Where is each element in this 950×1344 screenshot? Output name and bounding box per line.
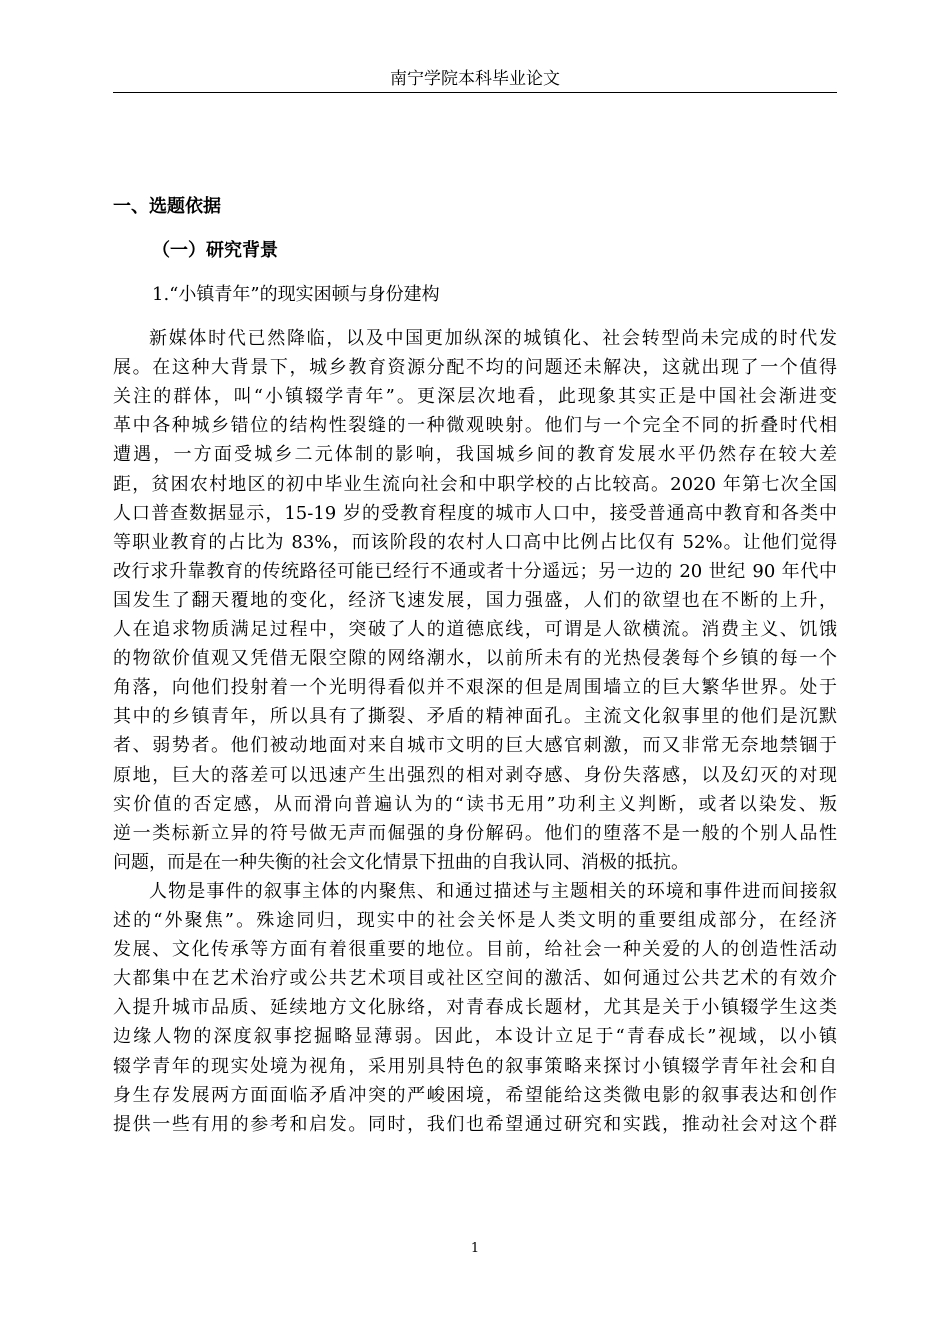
section-heading: 一、选题依据 bbox=[113, 196, 221, 217]
page-header bbox=[113, 68, 837, 93]
sub-subsection-heading: 1.“小镇青年”的现实困顿与身份建构 bbox=[152, 284, 440, 305]
paragraph-line: 其中的乡镇青年，所以具有了撕裂、矛盾的精神面孔。主流文化叙事里的他们是沉默 bbox=[113, 706, 837, 728]
paragraph-line: 者、弱势者。他们被动地面对来自城市文明的巨大感官刺激，而又非常无奈地禁锢于 bbox=[113, 735, 837, 757]
paragraph-line: 距，贫困农村地区的初中毕业生流向社会和中职学校的占比较高。2020 年第七次全国 bbox=[113, 473, 837, 495]
paragraph-line: 人在追求物质满足过程中，突破了人的道德底线，可谓是人欲横流。消费主义、饥饿 bbox=[113, 619, 837, 640]
paragraph-line: 实价值的否定感，从而滑向普遍认为的“读书无用”功利主义判断，或者以染发、叛 bbox=[113, 793, 837, 815]
paragraph-line: 国发生了翻天覆地的变化，经济飞速发展，国力强盛，人们的欲望也在不断的上升， bbox=[113, 589, 837, 611]
paragraph-line: 角落，向他们投射着一个光明得看似并不艰深的但是周围墙立的巨大繁华世界。处于 bbox=[113, 677, 837, 699]
header-title: 南宁学院本科毕业论文 bbox=[390, 69, 560, 89]
paragraph-line: 原地，巨大的落差可以迅速产生出强烈的相对剥夺感、身份失落感，以及幻灭的对现 bbox=[113, 764, 837, 786]
paragraph-line: 人口普查数据显示，15-19 岁的受教育程度的城市人口中，接受普通高中教育和各类中 bbox=[113, 502, 837, 524]
paragraph-line: 入提升城市品质、延续地方文化脉络，对青春成长题材，尤其是关于小镇辍学生这类 bbox=[113, 997, 837, 1019]
paragraph-line: 展。在这种大背景下，城乡教育资源分配不均的问题还未解决，这就出现了一个值得 bbox=[113, 357, 837, 379]
paragraph-line: 述的“外聚焦”。殊途同归，现实中的社会关怀是人类文明的重要组成部分，在经济 bbox=[113, 910, 837, 931]
paragraph-line: 遭遇，一方面受城乡二元体制的影响，我国城乡间的教育发展水平仍然存在较大差 bbox=[113, 444, 837, 466]
paragraph-line: 关注的群体，叫“小镇辍学青年”。更深层次地看，此现象其实正是中国社会渐进变 bbox=[113, 386, 837, 408]
paragraph-line: 逆一类标新立异的符号做无声而倔强的身份解码。他们的堕落不是一般的个别人品性 bbox=[113, 822, 837, 844]
paragraph-line: 提供一些有用的参考和启发。同时，我们也希望通过研究和实践，推动社会对这个群 bbox=[113, 1113, 837, 1135]
paragraph-line: 等职业教育的占比为 83%，而该阶段的农村人口高中比例占比仅有 52%。让他们觉得 bbox=[113, 531, 837, 553]
paragraph-line: 问题，而是在一种失衡的社会文化情景下扭曲的自我认同、消极的抵抗。 bbox=[113, 851, 689, 873]
paragraph-line: 新媒体时代已然降临，以及中国更加纵深的城镇化、社会转型尚未完成的时代发 bbox=[149, 328, 837, 349]
paragraph-line: 身生存发展两方面面临矛盾冲突的严峻困境，希望能给这类微电影的叙事表达和创作 bbox=[113, 1084, 837, 1106]
page-number: 1 bbox=[470, 1241, 480, 1256]
paragraph-line: 大都集中在艺术治疗或公共艺术项目或社区空间的激活、如何通过公共艺术的有效介 bbox=[113, 968, 837, 990]
paragraph-line: 发展、文化传承等方面有着很重要的地位。目前，给社会一种关爱的人的创造性活动 bbox=[113, 939, 837, 961]
paragraph-line: 边缘人物的深度叙事挖掘略显薄弱。因此，本设计立足于“青春成长”视域，以小镇 bbox=[113, 1026, 837, 1048]
paragraph-line: 的物欲价值观又凭借无限空隙的网络潮水，以前所未有的光热侵袭每个乡镇的每一个 bbox=[113, 648, 837, 670]
paragraph-line: 人物是事件的叙事主体的内聚焦、和通过描述与主题相关的环境和事件进而间接叙 bbox=[149, 880, 837, 902]
paragraph-line: 改行求升靠教育的传统路径可能已经行不通或者十分遥远；另一边的 20 世纪 90 年代中 bbox=[113, 560, 837, 582]
subsection-heading: （一）研究背景 bbox=[152, 240, 278, 261]
paragraph-line: 辍学青年的现实处境为视角，采用别具特色的叙事策略来探讨小镇辍学青年社会和自 bbox=[113, 1055, 837, 1077]
paragraph-line: 革中各种城乡错位的结构性裂缝的一种微观映射。他们与一个完全不同的折叠时代相 bbox=[113, 415, 837, 437]
